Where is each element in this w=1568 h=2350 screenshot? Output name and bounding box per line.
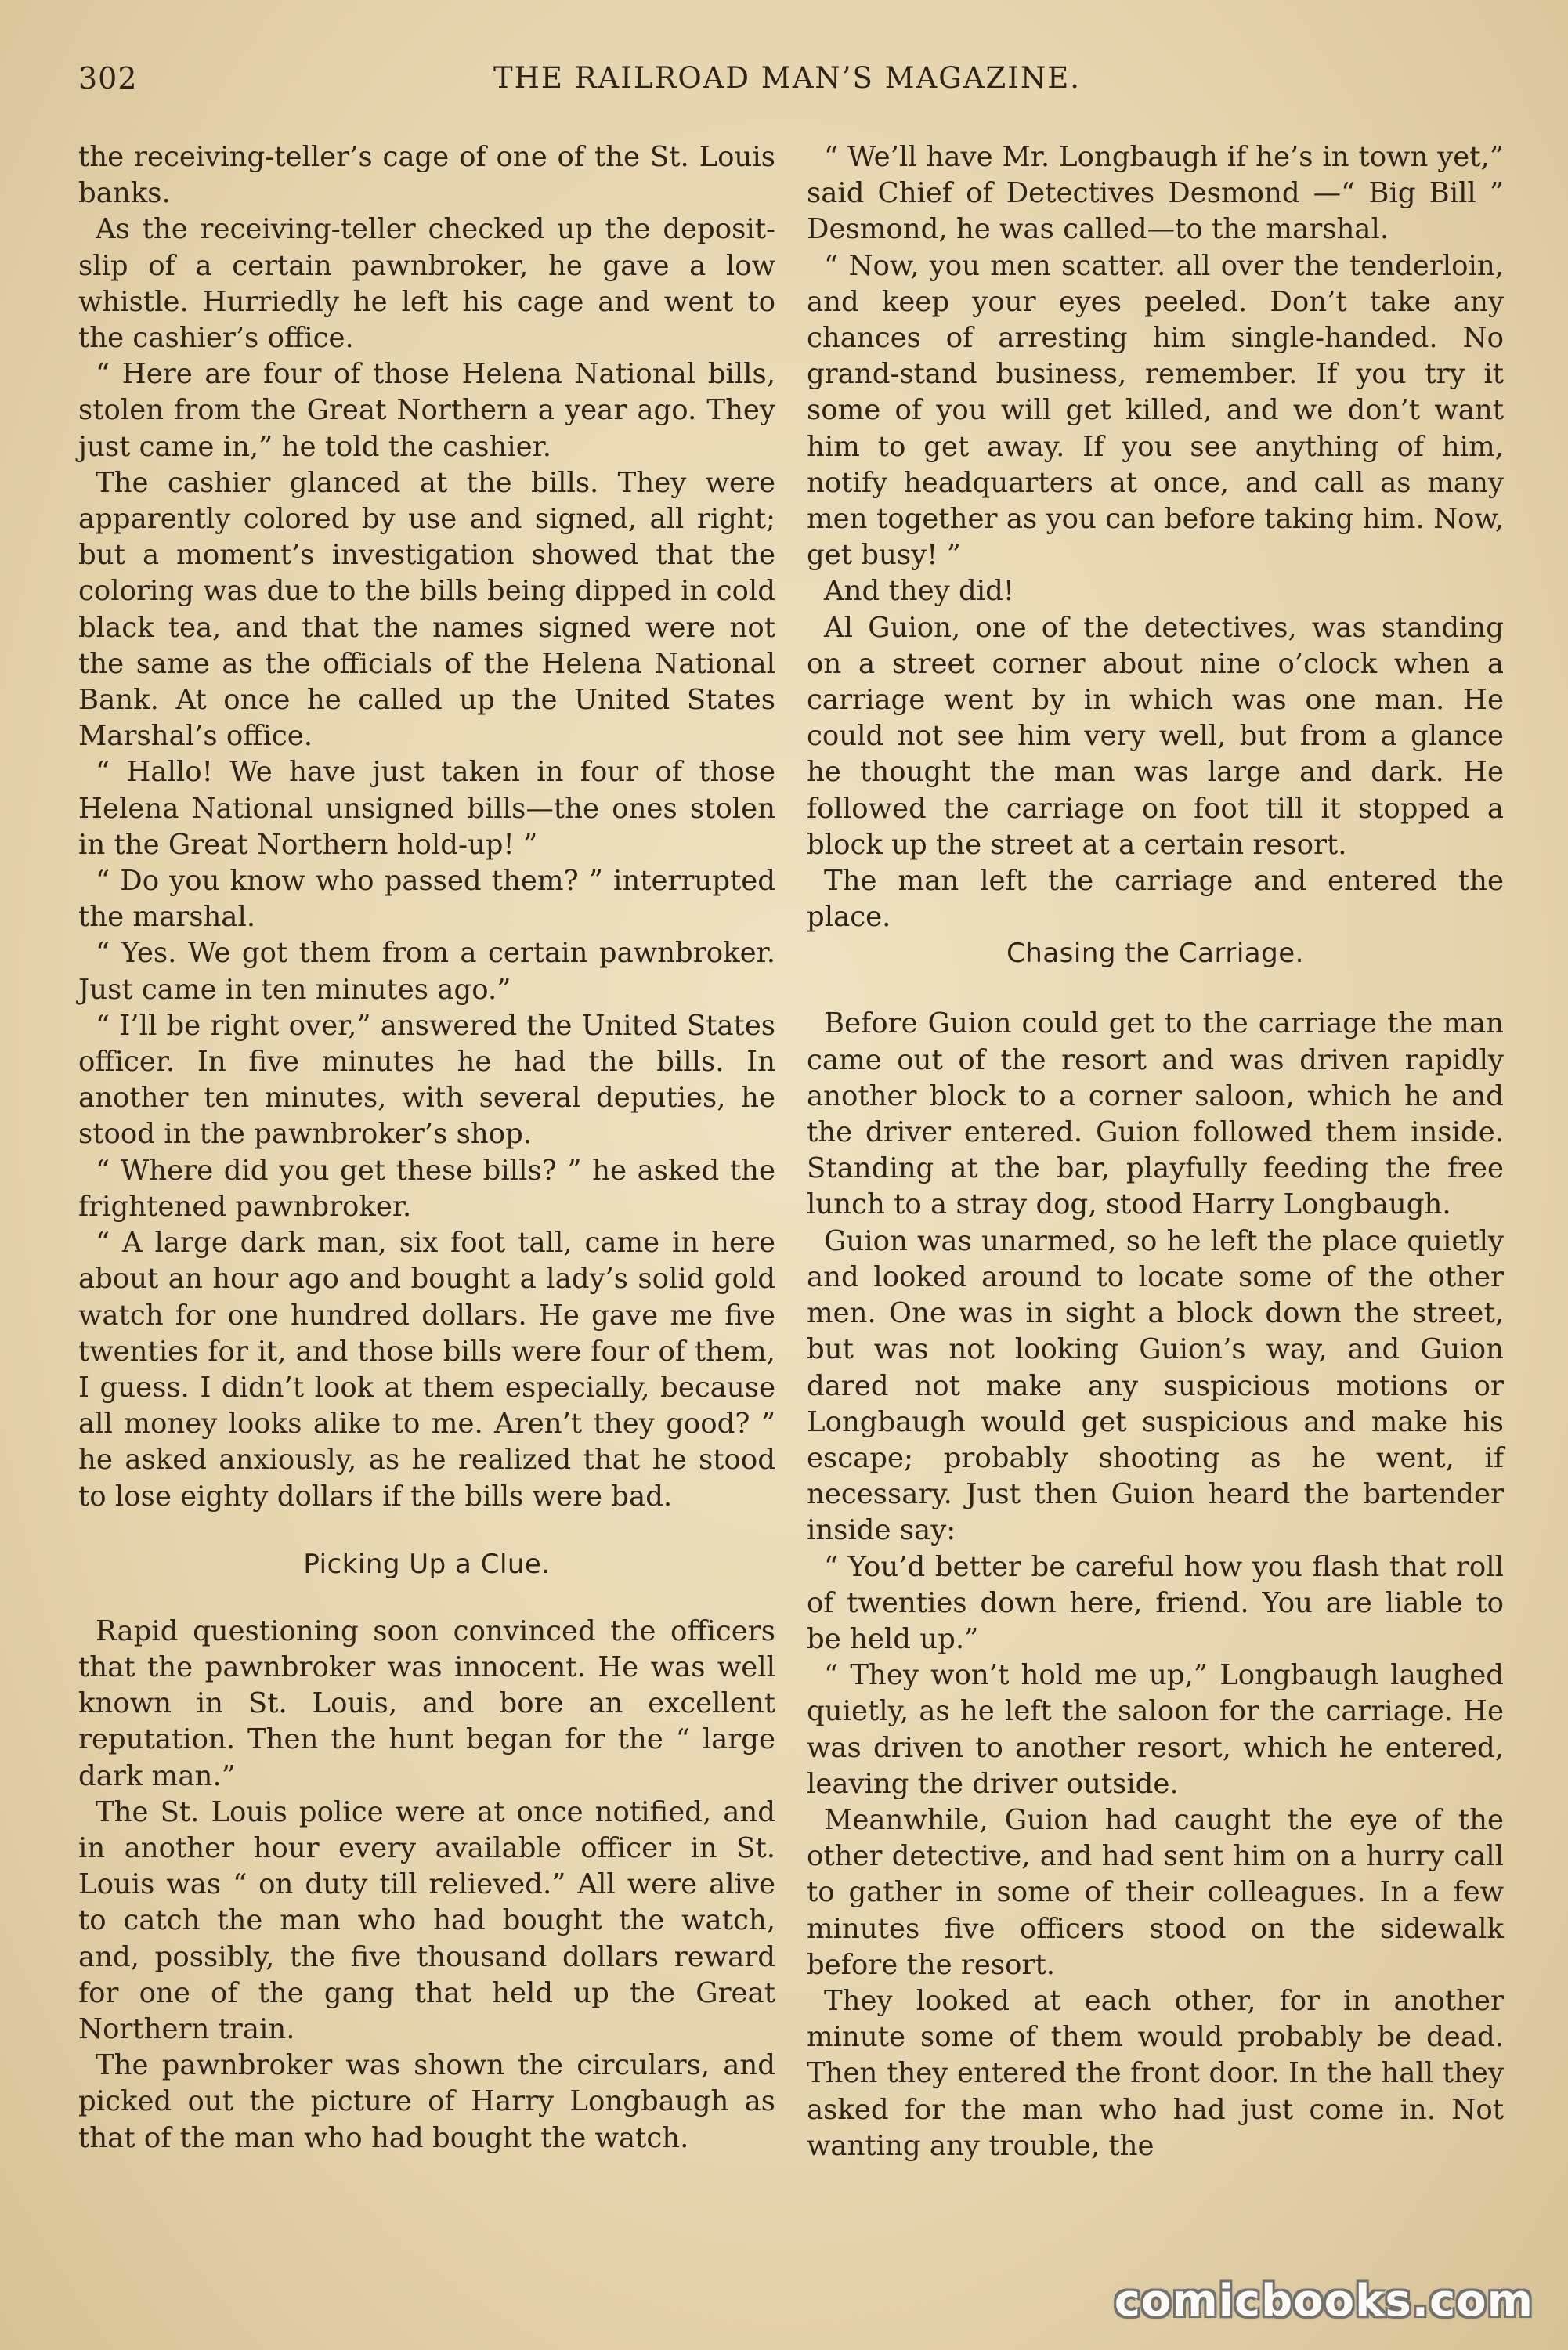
page-header <box>78 61 1496 116</box>
paragraph: Before Guion could get to the carriage the man came out of the resort and was driven rapidly another block to a corner saloon, which he and the driver entered. Guion followed them inside. Standing at the bar, playfully feeding the free lunch to a stray dog, stood Harry Longbaugh. <box>807 1007 1504 1221</box>
paragraph: “ You’d better be careful how you flash that roll of twenties down here, friend. You are liable to be held up.” <box>807 1550 1504 1655</box>
paragraph: “ Here are four of those Helena National bills, stolen from the Great Northern a year ago. They just came in,” he told the cashier. <box>78 358 775 463</box>
paragraph: The cashier glanced at the bills. They were apparently colored by use and signed, all right; but a moment’s investigation showed that the coloring was due to the bills being dipped in cold black tea, and that the names signed were not the same as the officials of the Helena National Bank. At once he called up the United States Marshal’s office. <box>78 466 775 753</box>
right-column <box>807 139 1504 2164</box>
paragraph: “ We’ll have Mr. Longbaugh if he’s in town yet,” said Chief of Detectives Desmond —“ Big Bill ” Desmond, he was called—to the marshal. <box>807 141 1504 246</box>
watermark: comicbooks.com <box>1114 2276 1534 2326</box>
paragraph: “ Yes. We got them from a certain pawnbroker. Just came in ten minutes ago.” <box>78 937 775 1006</box>
paragraph: Guion was unarmed, so he left the place quietly and looked around to locate some of the other men. One was in sight a block down the street, but was not looking Guion’s way, and Guion dared not make any suspicious motions or Longbaugh would get suspicious and make his escape; probably shooting as he went, if necessary. Just then Guion heard the bartender inside say: <box>807 1224 1504 1547</box>
paragraph: They looked at each other, for in another minute some of them would probably be dead. Then they entered the front door. In the hall they asked for the man who had just come in. Not wanting any trouble, the <box>807 1984 1504 2162</box>
paragraph: “ Do you know who passed them? ” interrupted the marshal. <box>78 865 775 934</box>
paragraph: “ A large dark man, six foot tall, came in here about an hour ago and bought a lady’s solid gold watch for one hundred dollars. He gave me five twenties for it, and those bills were four of them, I guess. I didn’t look at them especially, because all money looks alike to me. Aren’t they good? ” he asked anxiously, as he realized that he stood to lose eighty dollars if the bills were bad. <box>78 1227 775 1513</box>
paragraph: “ Where did you get these bills? ” he asked the frightened pawnbroker. <box>78 1154 775 1223</box>
paragraph: The St. Louis police were at once notified, and in another hour every available officer in St. Louis was “ on duty till relieved.” All were alive to catch the man who had bought the watch, and, possibly, the five thousand dollars reward for one of the gang that held up the Great Northern train. <box>78 1795 775 2045</box>
paragraph: “ I’ll be right over,” answered the United States officer. In five minutes he had the bills. In another ten minutes, with several deputies, he stood in the pawnbroker’s shop. <box>78 1009 775 1151</box>
paragraph: “ Now, you men scatter. all over the tenderloin, and keep your eyes peeled. Don’t take any chances of arresting him single-handed. No grand-stand business, remember. If you try it some of you will get killed, and we don’t want him to get away. If you see anything of him, notify headquarters at once, and call as many men together as you can before taking him. Now, get busy! ” <box>807 249 1504 572</box>
subhead-picking-up-a-clue: Picking Up a Clue. <box>303 1548 551 1580</box>
paragraph: “ Hallo! We have just taken in four of those Helena National unsigned bills—the ones stolen in the Great Northern hold-up! ” <box>78 756 775 861</box>
paragraph: Meanwhile, Guion had caught the eye of the other detective, and had sent him on a hurry call to gather in some of their colleagues. In a few minutes five officers stood on the sidewalk before the resort. <box>807 1803 1504 1981</box>
paragraph: And they did! <box>824 575 1015 608</box>
paragraph: the receiving-teller’s cage of one of the St. Louis banks. <box>78 141 775 210</box>
paragraph: “ They won’t hold me up,” Longbaugh laughed quietly, as he left the saloon for the carriage. He was driven to another resort, which he entered, leaving the driver outside. <box>807 1659 1504 1800</box>
subhead-chasing-the-carriage: Chasing the Carriage. <box>1006 938 1304 970</box>
paragraph: As the receiving-teller checked up the deposit-slip of a certain pawnbroker, he gave a low whistle. Hurriedly he left his cage and went to the cashier’s office. <box>78 213 775 355</box>
page-number: 302 <box>78 61 138 96</box>
running-title: THE RAILROAD MAN’S MAGAZINE. <box>493 61 1082 95</box>
left-column <box>78 139 775 2157</box>
paragraph: Rapid questioning soon convinced the officers that the pawnbroker was innocent. He was well known in St. Louis, and bore an excellent reputation. Then the hunt began for the “ large dark man.” <box>78 1614 775 1792</box>
paragraph: Al Guion, one of the detectives, was standing on a street corner about nine o’clock when a carriage went by in which was one man. He could not see him very well, but from a glance he thought the man was large and dark. He followed the carriage on foot till it stopped a block up the street at a certain resort. <box>807 611 1504 861</box>
paragraph: The pawnbroker was shown the circulars, and picked out the picture of Harry Longbaugh as that of the man who had bought the watch. <box>78 2049 775 2154</box>
paragraph: The man left the carriage and entered the place. <box>807 865 1504 934</box>
